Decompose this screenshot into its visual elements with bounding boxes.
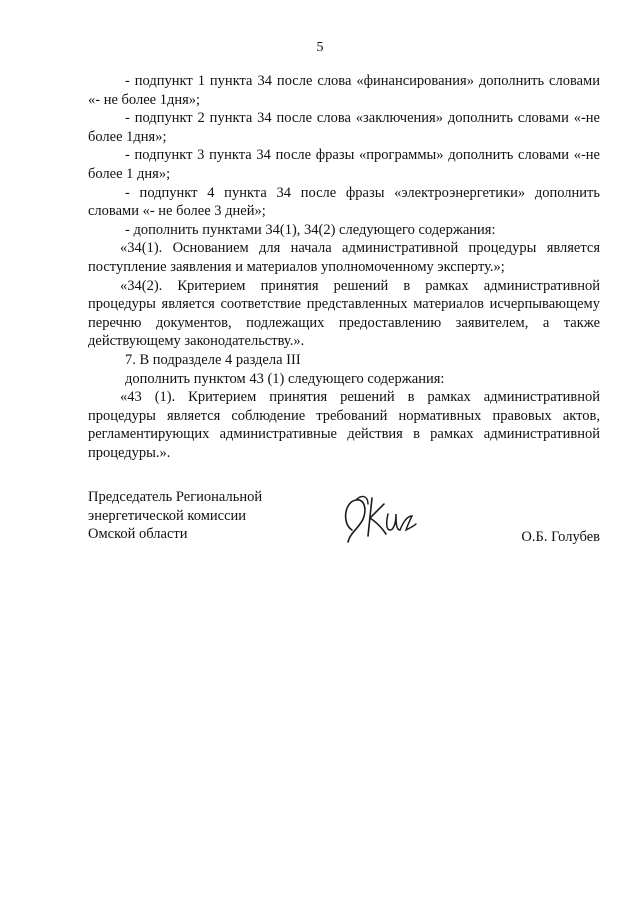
signatory-title	[88, 488, 262, 544]
paragraph-item-34-1: «34(1). Основанием для начала административной процедуры является поступление заявления и материалов уполномоченному эксперту.»;	[88, 240, 600, 275]
signatory-title-line-1: Председатель Региональной	[88, 489, 263, 505]
signatory-title-line-3: Омской области	[88, 526, 188, 543]
document-body	[88, 72, 600, 462]
page-number: 5	[316, 40, 324, 55]
paragraph-add-items: - дополнить пунктами 34(1), 34(2) следующего содержания:	[125, 221, 496, 238]
paragraph-section-7: 7. В подразделе 4 раздела III	[125, 351, 301, 368]
handwritten-signature	[338, 490, 418, 546]
paragraph-item-34-2: «34(2). Критерием принятия решений в рамках административной процедуры является соответствие представленных материалов исчерпывающему перечню документов, подлежащих предоставлению заявителем, а также действующему законодательству.».	[88, 277, 600, 350]
signatory-name: О.Б. Голубев	[521, 529, 600, 545]
paragraph-subitem-3: - подпункт 3 пункта 34 после фразы «программы» дополнить словами «-не более 1 дня»;	[88, 147, 600, 182]
paragraph-add-item-43: дополнить пунктом 43 (1) следующего содержания:	[125, 370, 445, 387]
signatory-title-line-2: энергетической комиссии	[88, 507, 247, 524]
signature-block	[88, 488, 608, 558]
paragraph-subitem-1: - подпункт 1 пункта 34 после слова «финансирования» дополнить словами «- не более 1дня»;	[88, 73, 600, 108]
paragraph-subitem-2: - подпункт 2 пункта 34 после слова «заключения» дополнить словами «-не более 1дня»;	[88, 110, 600, 145]
paragraph-item-43-1: «43 (1). Критерием принятия решений в рамках административной процедуры является соблюдение требований нормативных правовых актов, регламентирующих административные действия в рамках административной процедуры.».	[88, 389, 600, 461]
paragraph-subitem-4: - подпункт 4 пункта 34 после фразы «электроэнергетики» дополнить словами «- не более 3 дней»;	[88, 184, 600, 220]
